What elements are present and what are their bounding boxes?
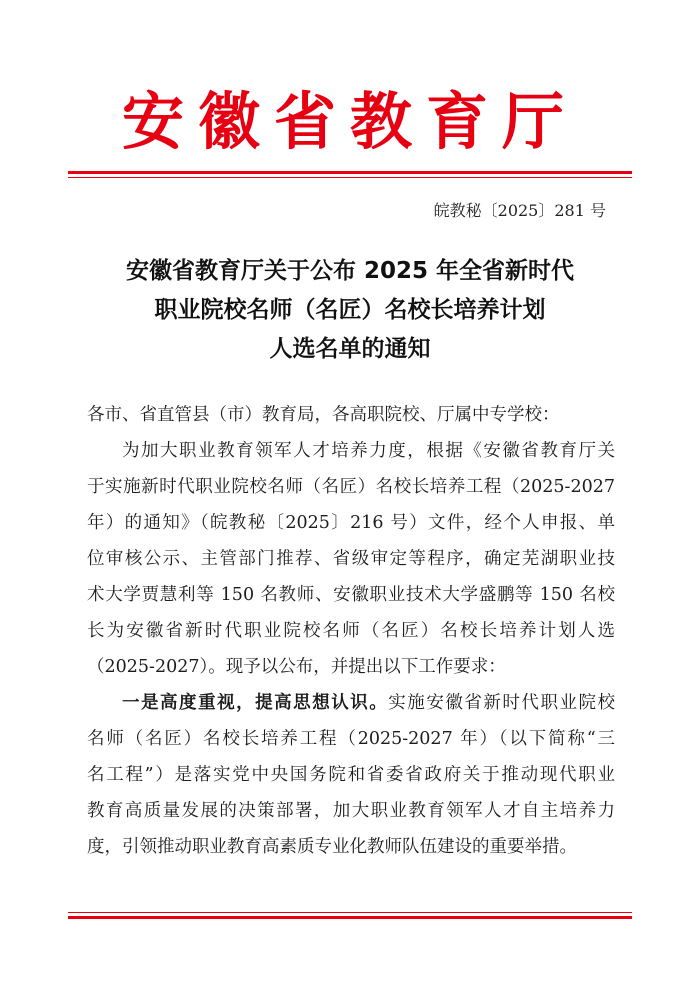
- header-divider-thick: [68, 171, 632, 174]
- footer-divider-thick: [68, 916, 632, 919]
- title-line: 安徽省教育厅关于公布 2025 年全省新时代: [125, 258, 575, 284]
- paragraph-line: 名工程”）是落实党中央国务院和省委省政府关于推动现代职业: [87, 765, 615, 785]
- salutation: 各市、省直管县（市）教育局，各高职院校、厅属中专学校：: [87, 405, 560, 425]
- document-number: 皖教秘〔2025〕281 号: [433, 201, 606, 220]
- document-body: [87, 397, 615, 865]
- header-divider-thin: [68, 177, 632, 178]
- paragraph-line: 术大学贾慧利等 150 名教师、安徽职业技术大学盛鹏等 150 名校: [87, 585, 615, 605]
- paragraph-line: 年）的通知》（皖教秘〔2025〕216 号）文件，经个人申报、单: [87, 513, 615, 533]
- requirement-heading: 一是高度重视，提高思想认识。: [122, 693, 389, 713]
- paragraph-line: 名师（名匠）名校长培养工程（2025-2027 年）（以下简称“三: [87, 729, 615, 749]
- footer-divider-thin: [68, 912, 632, 913]
- paragraph-line: 长为安徽省新时代职业院校名师（名匠）名校长培养计划人选: [87, 621, 615, 641]
- document-title: [60, 252, 640, 369]
- paragraph-line: 教育高质量发展的决策部署，加大职业教育领军人才自主培养力: [87, 801, 615, 821]
- paragraph-line: 于实施新时代职业院校名师（名匠）名校长培养工程（2025-2027: [87, 477, 615, 497]
- paragraph-line: 为加大职业教育领军人才培养力度，根据《安徽省教育厅关: [122, 441, 615, 461]
- title-line: 职业院校名师（名匠）名校长培养计划: [154, 297, 546, 323]
- paragraph-text: 实施安徽省新时代职业院校: [388, 693, 616, 713]
- paragraph-line: 位审核公示、主管部门推荐、省级审定等程序，确定芜湖职业技: [87, 549, 615, 569]
- paragraph-line: [87, 685, 615, 721]
- masthead-title: 安徽省教育厅: [121, 85, 578, 158]
- paragraph-line: 度，引领推动职业教育高素质专业化教师队伍建设的重要举措。: [87, 837, 577, 857]
- title-line: 人选名单的通知: [269, 336, 431, 362]
- paragraph-line: （2025-2027）。现予以公布，并提出以下工作要求：: [87, 657, 506, 677]
